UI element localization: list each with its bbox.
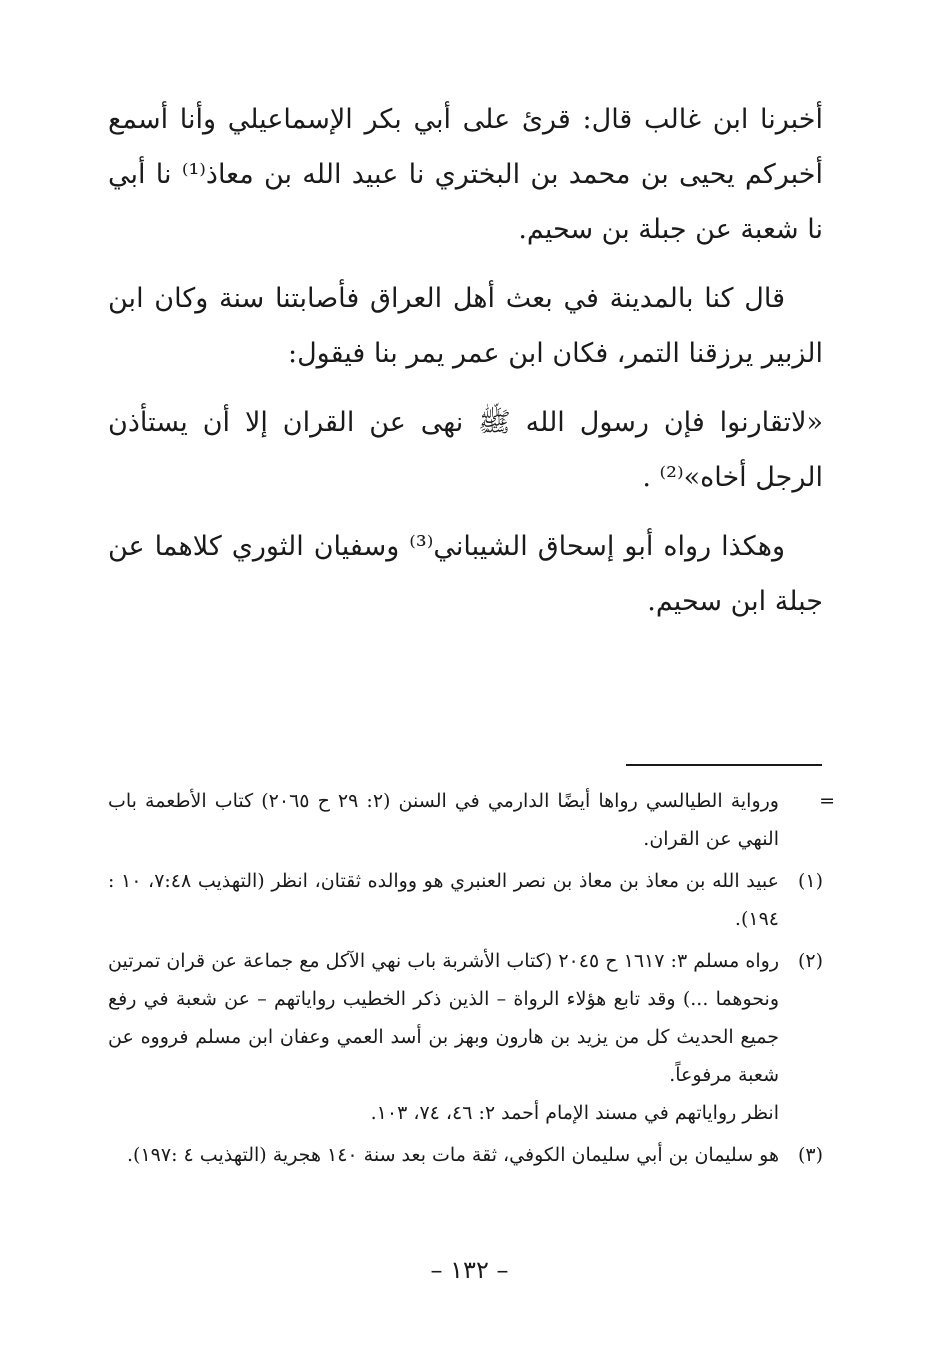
paragraph-other-narrators: وهكذا رواه أبو إسحاق الشيباني⁽³⁾ وسفيان الثوري كلاهما عن جبلة ابن سحيم. xyxy=(108,531,823,617)
paragraph-narration: قال كنا بالمدينة في بعث أهل العراق فأصابتنا سنة وكان ابن الزبير يرزقنا التمر، فكان ابن عمر يمر بنا فيقول: xyxy=(108,283,823,369)
footnote-text: رواه مسلم ٣: ١٦١٧ ح ٢٠٤٥ (كتاب الأشربة باب نهي الآكل مع جماعة عن قران تمرتين ونحوهما ...) وقد تابع هؤلاء الرواة – الذين ذكر الخطيب رواياتهم – عن شعبة في رفع جميع الحديث كل من يزيد بن هارون وبهز بن أسد العمي وعفان ابن مسلم فرووه عن شعبة مرفوعاً. xyxy=(108,950,779,1086)
footnote-2 xyxy=(108,942,823,1132)
page-number: – ١٣٢ – xyxy=(430,1256,509,1284)
footnote-continuation-text: ورواية الطيالسي رواها أيضًا الدارمي في السنن (٢: ٢٩ ح ٢٠٦٥) كتاب الأطعمة باب النهي عن القران. xyxy=(108,790,779,850)
continuation-mark: = xyxy=(819,790,835,812)
paragraph-hadith: «لاتقارنوا فإن رسول الله ﷺ نهى عن القران إلا أن يستأذن الرجل أخاه»⁽²⁾ . xyxy=(108,407,823,493)
footnote-separator xyxy=(626,764,822,766)
footnotes xyxy=(108,782,835,1178)
footnote-number: (٢) xyxy=(797,950,823,972)
main-text xyxy=(108,92,823,643)
footnote-text: انظر رواياتهم في مسند الإمام أحمد ٢: ٤٦، ٧٤، ١٠٣. xyxy=(370,1102,779,1124)
paragraph-isnad: أخبرنا ابن غالب قال: قرئ على أبي بكر الإسماعيلي وأنا أسمع أخبركم يحيى بن محمد بن البختري نا عبيد الله بن معاذ⁽¹⁾ نا أبي نا شعبة عن جبلة بن سحيم. xyxy=(108,104,823,245)
footnote-continuation xyxy=(108,782,835,858)
footnote-number: (١) xyxy=(797,870,823,892)
footnote-1 xyxy=(108,862,823,938)
footnote-number: (٣) xyxy=(797,1144,823,1166)
footnote-text: عبيد الله بن معاذ بن معاذ بن نصر العنبري هو ووالده ثقتان، انظر (التهذيب ٧:٤٨، ١٠ : ١٩٤). xyxy=(108,870,779,930)
footnote-text: هو سليمان بن أبي سليمان الكوفي، ثقة مات بعد سنة ١٤٠ هجرية (التهذيب ٤ :١٩٧). xyxy=(127,1144,779,1166)
footnote-3 xyxy=(108,1136,823,1174)
